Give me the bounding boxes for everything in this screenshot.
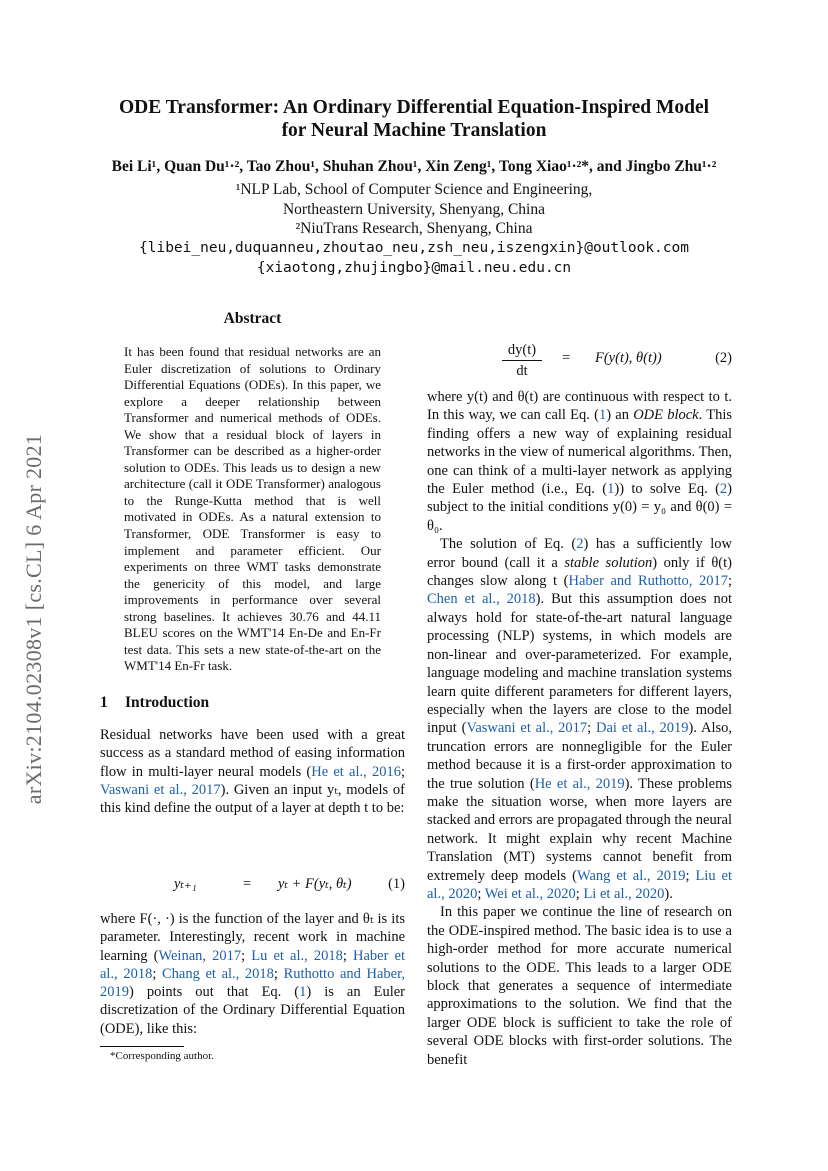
fraction-bar [502, 360, 542, 361]
citation-link[interactable]: Wei et al., 2020 [484, 885, 576, 902]
text-run: ) has a sufficiently low error bound (call it a [427, 536, 732, 571]
paper-title [60, 96, 768, 142]
text-run: ) subject to the initial conditions y(0) = y₀ and θ(0) = θ₀. [427, 481, 732, 534]
emails [40, 238, 788, 278]
section-heading-introduction [100, 694, 209, 712]
text-run: The solution of Eq. ( [440, 536, 577, 553]
equation-ref-link[interactable]: 2 [576, 536, 584, 553]
term-ode-block: ODE block [633, 407, 699, 424]
citation-link[interactable]: Vaswani et al., 2017 [100, 781, 221, 798]
citation-link[interactable]: Li et al., 2020 [583, 885, 665, 902]
citation-link[interactable]: Liu et al., 2020 [427, 867, 733, 902]
affiliation-3: ²NiuTrans Research, Shenyang, China [295, 220, 533, 237]
text-run: . This finding offers a new way of explaining residual networks in the view of numerical algorithms. Then, one can think of a multi-layer network as applying the Euler method (i.e., Eq. ( [427, 407, 732, 498]
citation-link[interactable]: Weinan, 2017 [158, 947, 242, 964]
title-line-2: for Neural Machine Translation [281, 120, 547, 141]
paragraph [427, 388, 732, 535]
arxiv-id: arXiv:2104.02308v1 [cs.CL] 6 Apr 2021 [21, 433, 46, 805]
text-run: ). But this assumption does not always hold for state-of-the-art natural language processing (NLP) systems, in which models are non-linear and over-parameterized. For example, language modeling and machine translation systems learn quite different parameters for different layers, especially when the layers are close to the model input ( [427, 591, 732, 737]
eq2-denominator: dt [516, 363, 528, 379]
text-run: ) an [606, 407, 634, 424]
equation-ref-link[interactable]: 1 [299, 984, 307, 1001]
eq1-operator: = [243, 876, 252, 892]
citation-link[interactable]: Ruthotto and Haber, 2019 [100, 965, 405, 1001]
text-run: ) only if θ(t) changes slow along t ( [427, 554, 732, 590]
equation-2 [427, 341, 732, 381]
term-stable-solution: stable solution [564, 554, 653, 571]
intro-paragraph-1 [100, 726, 405, 817]
citation-link[interactable]: Dai et al., 2019 [596, 720, 689, 737]
text-run: ; [400, 763, 405, 780]
section-title: Introduction [125, 694, 210, 711]
paragraph: In this paper we continue the line of research on the ODE-inspired method. The basic idea is to use a high-order method for more accurate numerical solutions to the ODE. This leads to a larger ODE block that generates a sequence of intermediate approximations to the solution. We find that the larger ODE block is sufficient to take the role of several ODE blocks with first-order solutions. The benefit [427, 904, 732, 1068]
title-line-1: ODE Transformer: An Ordinary Differential Equation-Inspired Model [118, 97, 710, 118]
text-run: ) points out that Eq. ( [129, 984, 300, 1001]
text-run: ). Also, truncation errors are nonnegligible for the Euler method because it is a first-order approximation to the true solution ( [427, 720, 733, 792]
affiliation-1: ¹NLP Lab, School of Computer Science and Engineering, [235, 181, 593, 198]
citation-link[interactable]: He et al., 2016 [311, 763, 401, 780]
abstract-heading: Abstract [223, 310, 282, 327]
right-column-text [427, 388, 732, 1069]
author-list: Bei Li¹, Quan Du¹·², Tao Zhou¹, Shuhan Zhou¹, Xin Zeng¹, Tong Xiao¹·²*, and Jingbo Zhu¹·² [111, 158, 717, 175]
citation-link[interactable]: Lu et al., 2018 [251, 947, 343, 964]
text-run: ). These problems make the situation worse, when more layers are stacked and errors are propagated through the neural network. It might explain why recent Machine Translation (MT) systems cannot benefit from extremely deep models ( [427, 775, 732, 884]
email-line-2: {xiaotong,zhujingbo}@mail.neu.edu.cn [256, 260, 572, 276]
eq2-rhs: F(y(t), θ(t)) [595, 350, 662, 366]
citation-link[interactable]: Vaswani et al., 2017 [466, 720, 588, 737]
intro-paragraph-2: where F(·, ·) is the function of the layer and θₜ is its parameter. Interestingly, recent work in machine learning (Weinan, 2017; Lu et al., 2018; Haber et al., 2018; Chang et al., 2018; Ruthotto and Haber, 2019) points out that Eq. (1) is an Euler discretization of the Ordinary Differential Equation (ODE), like this: [100, 911, 405, 1037]
citation-link[interactable]: Haber et al., 2018 [100, 947, 405, 982]
text-run: ) is an Euler discretization of the Ordinary Differential Equation (ODE), like this: [100, 984, 405, 1037]
affiliations [60, 180, 768, 239]
equation-ref-link[interactable]: 1 [598, 407, 607, 424]
text-run: where F(·, ·) is the function of the layer and θₜ is its parameter. Interestingly, recent work in machine learning ( [100, 911, 405, 964]
citation-link[interactable]: Haber and Ruthotto, 2017 [568, 573, 728, 590]
text-run: ). Given an input yₜ, models of this kind define the output of a layer at depth t to be: [100, 781, 405, 817]
citation-link[interactable]: Wang et al., 2019 [576, 867, 686, 884]
affiliation-2: Northeastern University, Shenyang, China [282, 200, 545, 218]
footnote: *Corresponding author. [110, 1050, 214, 1062]
equation-ref-link[interactable]: 2 [719, 481, 728, 498]
eq1-rhs: yₜ + F(yₜ, θₜ) [278, 876, 352, 892]
footnote-rule [100, 1046, 184, 1047]
eq2-fraction [502, 341, 542, 380]
eq2-operator: = [562, 350, 571, 366]
citation-link[interactable]: Chang et al., 2018 [162, 965, 274, 982]
paragraph: The solution of Eq. (2) has a sufficiently low error bound (call it a stable solution) only if θ(t) changes slow along t (Haber and Ruthotto, 2017; Chen et al., 2018). But this assumption does not always hold for state-of-the-art natural language processing (NLP) systems, in which models are non-linear and over-parameterized. For example, language modeling and machine translation systems learn quite different parameters for different layers, especially when the layers are close to the model input (Vaswani et al., 2017; Dai et al., 2019). Also, truncation errors are nonnegligible for the Euler method because it is a first-order approximation to the true solution (He et al., 2019). These problems make the situation worse, when more layers are stacked and errors are propagated through the neural network. It might explain why recent Machine Translation (MT) systems cannot benefit from extremely deep models (Wang et al., 2019; Liu et al., 2020; Wei et al., 2020; Li et al., 2020). [427, 536, 733, 902]
eq1-lhs: yₜ₊₁ [174, 876, 197, 892]
email-line-1: {libei_neu,duquanneu,zhoutao_neu,zsh_neu,iszengxin}@outlook.com [139, 240, 689, 256]
eq2-numerator: dy(t) [507, 342, 537, 358]
citation-link[interactable]: Chen et al., 2018 [427, 591, 536, 608]
citation-link[interactable]: He et al., 2019 [534, 775, 625, 792]
eq1-number: (1) [388, 876, 405, 892]
text-run: where y(t) and θ(t) are continuous with respect to t. In this way, we can call Eq. ( [427, 389, 732, 424]
text-run: ). [664, 885, 673, 902]
eq2-number: (2) [715, 350, 732, 366]
arxiv-sidebar-stamp [6, 374, 62, 864]
text-run: Residual networks have been used with a great success as a standard method of easing information flow in multi-layer neural models ( [100, 727, 405, 780]
section-number: 1 [100, 694, 108, 711]
text-run: )) to solve Eq. ( [614, 481, 720, 498]
equation-ref-link[interactable]: 1 [607, 481, 615, 498]
abstract-text: It has been found that residual networks are an Euler discretization of solutions to Ordinary Differential Equations (ODEs). In this paper, we explore a deeper relationship between Transformer and numerical methods of ODEs. We show that a residual block of layers in Transformer can be described as a higher-order solution to ODEs. This leads us to design a new architecture (call it ODE Transformer) analogous to the Runge-Kutta method that is well motivated in ODEs. As a natural extension to Transformer, ODE Transformer is easy to implement and parameter efficient. Our experiments on three WMT tasks demonstrate the genericity of this model, and large improvements in performance over several strong baselines. It achieves 30.76 and 44.11 BLEU scores on the WMT'14 En-De and En-Fr test data. This sets a new state-of-the-art on the WMT'14 En-Fr task. [124, 344, 381, 674]
